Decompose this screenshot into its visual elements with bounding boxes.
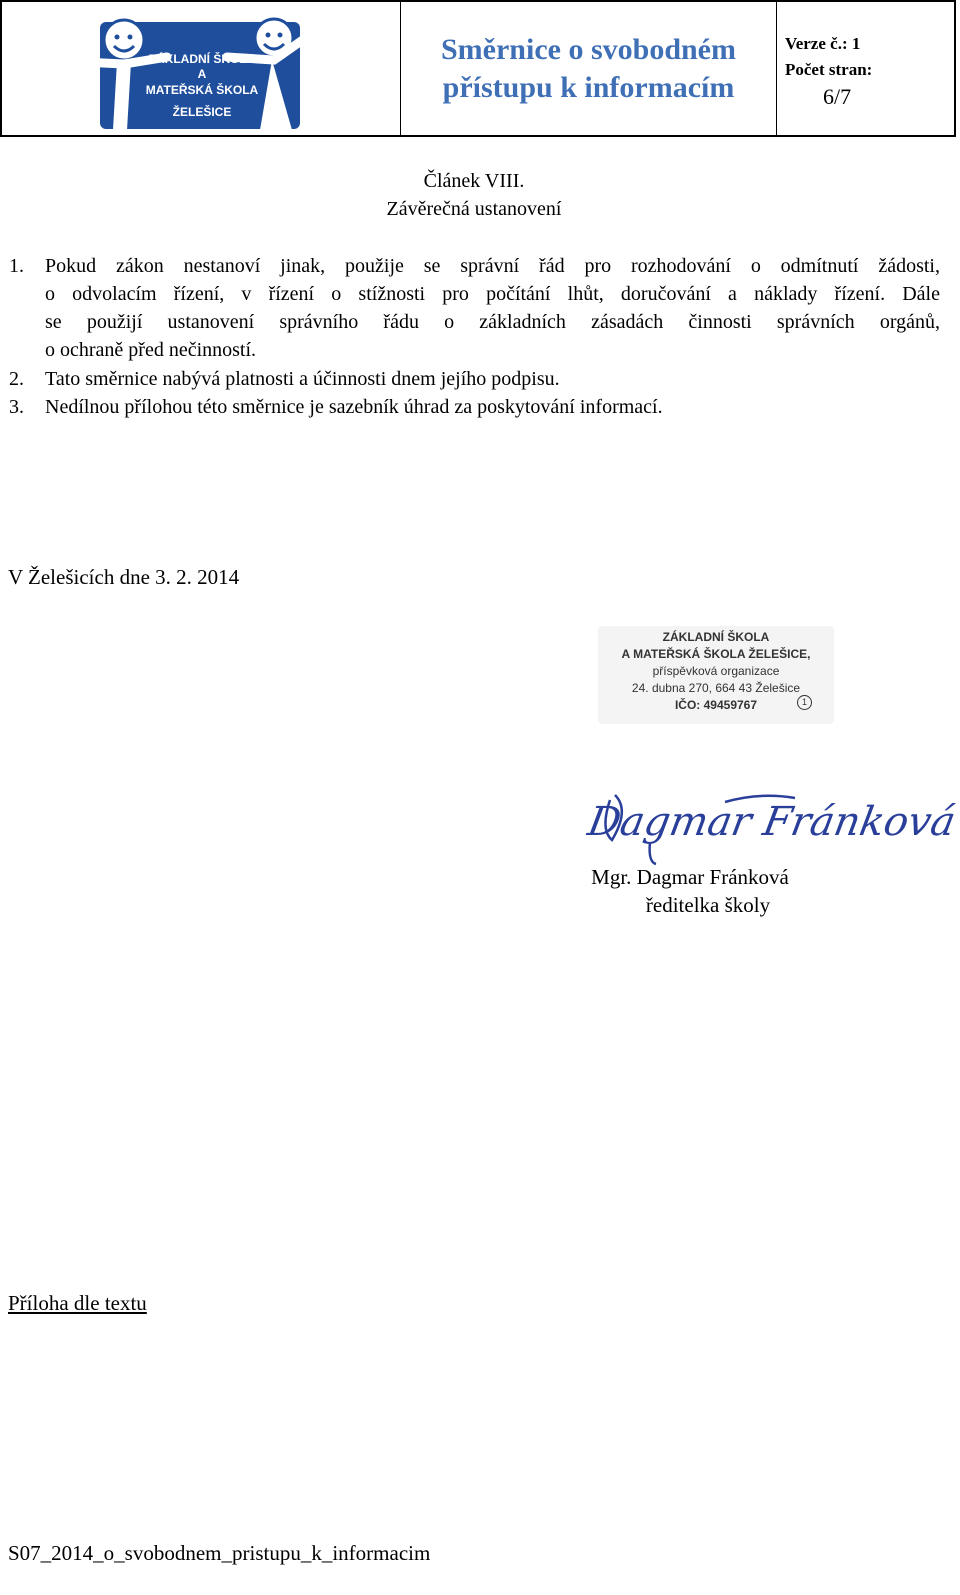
item-1-line-2: o odvolacím řízení, v řízení o stížnosti pro počítání lhůt, doručování a náklady řízení. Dále [45, 283, 940, 305]
stamp-mark: 1 [797, 695, 812, 710]
signature-handwriting: Dagmar Fránková [584, 798, 960, 845]
title-line-2: přístupu k informacím [442, 70, 735, 104]
document-header [0, 0, 956, 137]
signatory-role: ředitelka školy [645, 893, 771, 917]
item-1-number: 1. [9, 255, 24, 277]
stamp-line-3: příspěvková organizace [652, 664, 780, 678]
document-title [401, 2, 777, 135]
item-2-number: 2. [9, 368, 24, 390]
item-1-line-1: Pokud zákon nestanoví jinak, použije se správní řád pro rozhodování o odmítnutí žádosti, [45, 255, 940, 277]
footer-filename: S07_2014_o_svobodnem_pristupu_k_informacim [8, 1541, 431, 1565]
item-1-line-3: se použijí ustanovení správního řádu o základních zásadách činnosti správních orgánů, [45, 311, 940, 333]
stamp-line-1: ZÁKLADNÍ ŠKOLA [662, 630, 770, 644]
item-3-number: 3. [9, 396, 24, 418]
signature-image [584, 780, 960, 870]
school-logo-cell [2, 2, 401, 135]
stamp-line-2: A MATEŘSKÁ ŠKOLA ŽELEŠICE, [621, 647, 811, 661]
logo-line1: ZÁKLADNÍ ŠKOLA [148, 52, 256, 66]
school-stamp [598, 626, 834, 724]
attachment-note: Příloha dle textu [8, 1291, 147, 1315]
page-number: 6/7 [823, 84, 852, 109]
item-2-text: Tato směrnice nabývá platnosti a účinnosti dnem jejího podpisu. [45, 368, 560, 390]
pages-label: Počet stran: [785, 60, 873, 79]
title-line-1: Směrnice o svobodném [441, 32, 736, 66]
school-logo-icon [2, 2, 400, 135]
stamp-line-4: 24. dubna 270, 664 43 Želešice [631, 681, 801, 695]
article-heading: Článek VIII. [423, 170, 525, 192]
stamp-line-5: IČO: 49459767 [674, 698, 758, 712]
article-subheading: Závěrečná ustanovení [386, 198, 562, 220]
logo-line2: A [197, 67, 207, 81]
item-3-text: Nedílnou přílohou této směrnice je sazebník úhrad za poskytování informací. [45, 396, 663, 418]
version-label: Verze č.: 1 [785, 34, 861, 53]
signatory-name: Mgr. Dagmar Fránková [591, 865, 789, 889]
item-1-line-4: o ochraně před nečinností. [45, 339, 257, 361]
document-meta [777, 2, 954, 135]
logo-line4: ŽELEŠICE [172, 105, 232, 119]
logo-line3: MATEŘSKÁ ŠKOLA [145, 83, 259, 97]
place-date: V Želešicích dne 3. 2. 2014 [8, 565, 240, 589]
